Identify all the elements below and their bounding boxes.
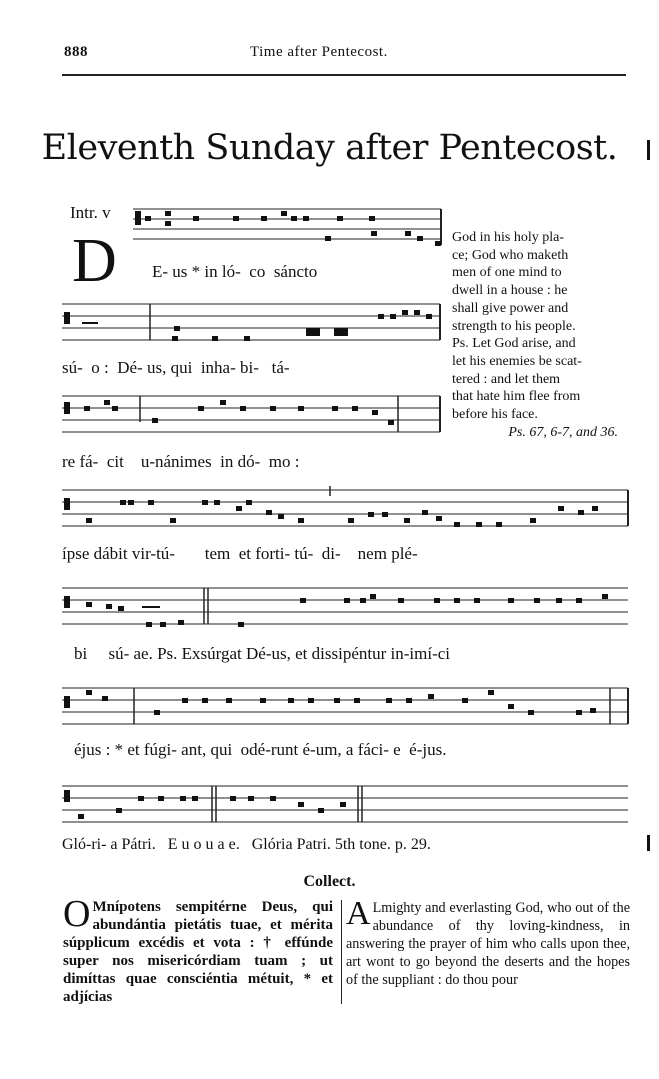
margin-mark bbox=[647, 835, 650, 851]
english-initial: A bbox=[346, 895, 371, 932]
running-title: Time after Pentecost. bbox=[250, 44, 388, 60]
lyric-line-2: sú- o : Dé- us, qui inha- bi- tá- bbox=[62, 358, 290, 377]
collect-latin bbox=[63, 893, 333, 1006]
introit-translation bbox=[452, 229, 628, 441]
translation-line: tered : and let them bbox=[452, 371, 561, 387]
translation-line: shall give power and bbox=[452, 300, 569, 316]
translation-line: before his face. bbox=[452, 407, 538, 423]
scripture-reference: Ps. 67, 6-7, and 36. bbox=[508, 424, 618, 440]
lyric-line-3: re fá- cit u-nánimes in dó- mo : bbox=[62, 452, 300, 471]
collect-heading: Collect. bbox=[303, 873, 356, 890]
collect-english bbox=[346, 895, 630, 989]
chant-staff-5 bbox=[62, 584, 630, 634]
chant-staff-4 bbox=[62, 486, 630, 536]
translation-line: let his enemies be scat- bbox=[452, 353, 582, 369]
lyric-line-4: ípse dábit vir-tú- tem et forti- tú- di- nem plé- bbox=[62, 544, 418, 563]
lyric-line-7: Gló-ri- a Pátri. E u o u a e. Glória Patri. 5th tone. p. 29. bbox=[62, 836, 431, 853]
translation-line: dwell in a house : he bbox=[452, 283, 568, 299]
lyric-line-5: bi sú- ae. Ps. Exsúrgat Dé-us, et dissipéntur in-imí-ci bbox=[74, 644, 450, 663]
lyric-line-1: E- us * in ló- co sáncto bbox=[152, 262, 318, 281]
translation-line: that hate him flee from bbox=[452, 389, 581, 405]
translation-line: ce; God who maketh bbox=[452, 247, 569, 263]
chant-staff-3 bbox=[62, 392, 442, 440]
chant-staff-6 bbox=[62, 684, 630, 734]
translation-line: men of one mind to bbox=[452, 265, 562, 281]
header-rule bbox=[62, 74, 626, 76]
chant-staff-1 bbox=[133, 203, 443, 253]
translation-line: Ps. Let God arise, and bbox=[452, 336, 576, 352]
chant-staff-2 bbox=[62, 300, 442, 350]
introit-label: Intr. v bbox=[70, 203, 111, 222]
translation-line: God in his holy pla- bbox=[452, 230, 564, 245]
latin-text: Mnípotens sempitérne Deus, qui abundántia pietátis tuae, et mérita súpplicum excédis et vota : † effúnde super nos misericórdiam tuam ; ut dimíttas quae consciéntia métuit, * et adjícias bbox=[63, 899, 333, 1005]
latin-initial: O bbox=[63, 893, 91, 935]
page-title: Eleventh Sunday after Pentecost. bbox=[41, 128, 618, 168]
chant-staff-7 bbox=[62, 782, 630, 832]
column-divider bbox=[341, 900, 342, 1004]
lyric-line-6: éjus : * et fúgi- ant, qui odé-runt é-um, a fáci- e é-jus. bbox=[74, 740, 447, 759]
introit-initial: D bbox=[72, 227, 117, 295]
translation-line: strength to his people. bbox=[452, 318, 576, 334]
page-number: 888 bbox=[64, 44, 88, 60]
english-text: Lmighty and everlasting God, who out of the abundance of thy loving-kindness, in answering the prayer of him who calls upon thee, art wont to go beyond the deserts and the hopes of the suppliant : do thou pour bbox=[346, 900, 630, 988]
